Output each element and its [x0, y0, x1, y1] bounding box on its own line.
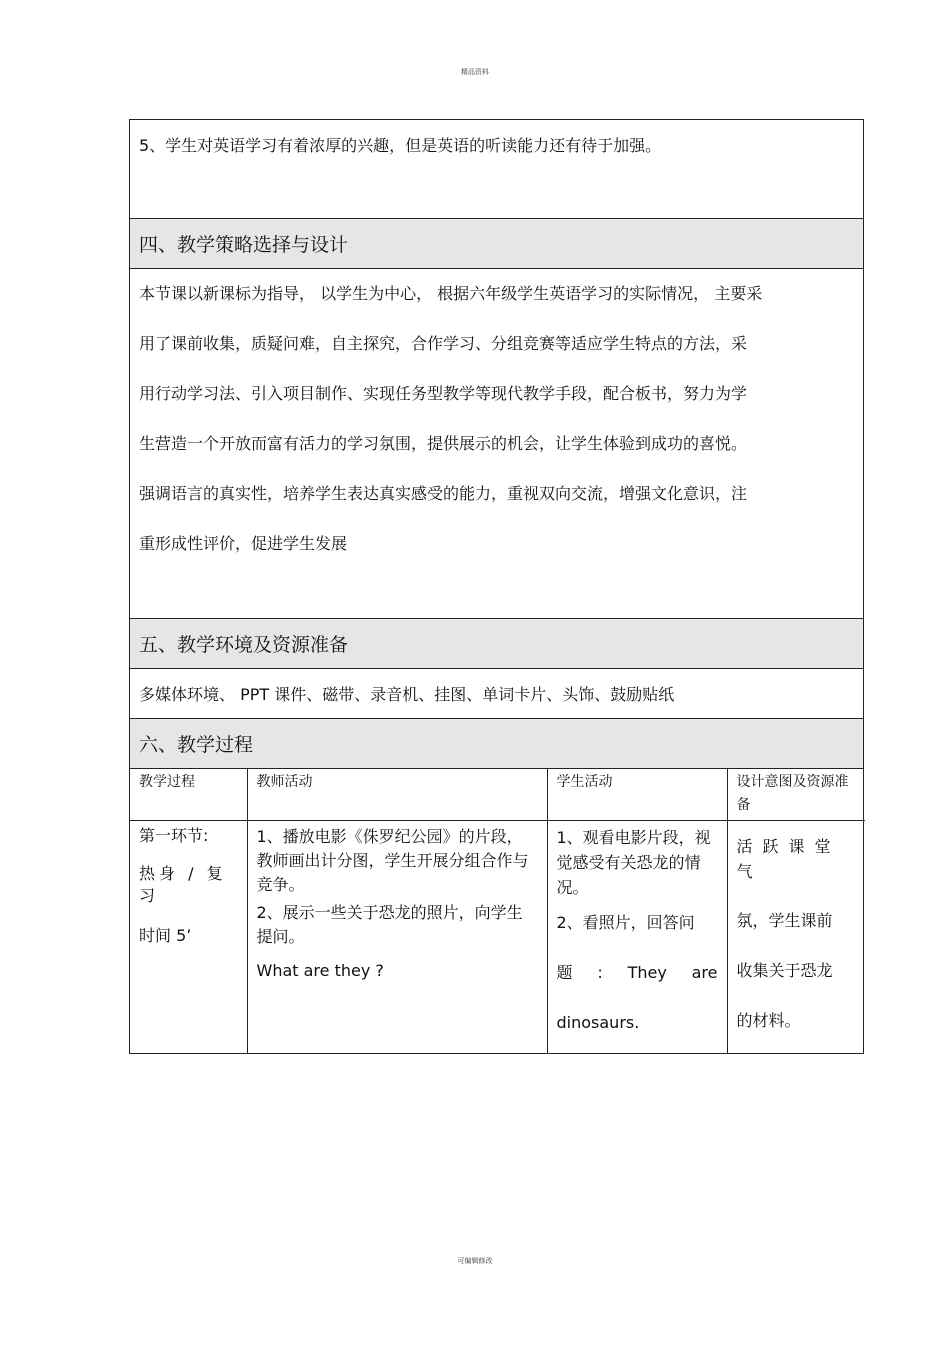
header-teacher-activity: 教师活动 — [247, 769, 547, 820]
process-table-wrapper — [130, 769, 863, 1053]
section-5-title: 五、教学环境及资源准备 — [130, 619, 863, 669]
stage-name: 第一环节: — [139, 825, 209, 845]
student-answer-word: are — [691, 962, 718, 982]
student-step-1: 1、观看电影片段，视觉感受有关恐龙的情况。 — [556, 827, 711, 897]
design-line: 的材料。 — [736, 1010, 801, 1030]
learner-analysis-item-5: 5、学生对英语学习有着浓厚的兴趣，但是英语的听读能力还有待于加强。 — [130, 120, 863, 219]
teacher-step-1: 1、播放电影《侏罗纪公园》的片段，教师画出计分图，学生开展分组合作与竞争。 — [256, 826, 529, 894]
strategy-line: 用了课前收集，质疑问难，自主探究，合作学习、分组竞赛等适应学生特点的方法，采 — [139, 334, 748, 353]
header-stage: 教学过程 — [130, 769, 247, 820]
stage-type: 热身 / 复习 — [139, 863, 227, 905]
section-5-content: 多媒体环境、 PPT 课件、磁带、录音机、挂图、单词卡片、头饰、鼓励贴纸 — [130, 669, 863, 719]
section-4-content — [130, 269, 863, 619]
student-activity-cell — [547, 820, 727, 1053]
design-intent-cell — [727, 820, 865, 1053]
stage-time: 时间 5’ — [139, 925, 192, 945]
strategy-line: 本节课以新课标为指导， 以学生为中心， 根据六年级学生英语学习的实际情况， 主要采 — [139, 284, 763, 303]
process-table-header — [130, 769, 865, 820]
design-line: 氛，学生课前 — [736, 910, 833, 930]
section-4-title: 四、教学策略选择与设计 — [130, 219, 863, 269]
strategy-line: 用行动学习法、引入项目制作、实现任务型教学等现代教学手段，配合板书，努力为学 — [139, 384, 748, 403]
page-footer: 可编辑修改 — [457, 1257, 493, 1265]
header-design-intent: 设计意图及资源准备 — [727, 769, 865, 820]
design-line: 活跃课堂气 — [736, 836, 841, 881]
strategy-line: 强调语言的真实性，培养学生表达真实感受的能力，重视双向交流，增强文化意识，注 — [139, 484, 748, 503]
table-row — [130, 820, 865, 1053]
student-answer-word: They — [627, 962, 667, 982]
section-6-title: 六、教学过程 — [130, 719, 863, 769]
student-answer-end: dinosaurs. — [556, 1012, 640, 1032]
lesson-plan-table — [129, 119, 864, 1054]
strategy-line: 生营造一个开放而富有活力的学习氛围，提供展示的机会，让学生体验到成功的喜悦。 — [139, 434, 748, 453]
student-step-2: 2、看照片，回答问 — [556, 912, 695, 932]
teacher-step-2: 2、展示一些关于恐龙的照片，向学生提问。 — [256, 902, 523, 946]
student-answer-word: : — [597, 962, 603, 982]
student-answer-line — [557, 960, 718, 985]
teacher-question: What are they ? — [256, 960, 384, 980]
teacher-activity-cell — [247, 820, 547, 1053]
header-student-activity: 学生活动 — [547, 769, 727, 820]
process-table — [130, 769, 865, 1053]
student-answer-word: 题 — [556, 962, 573, 982]
strategy-line: 重形成性评价，促进学生发展 — [139, 534, 348, 553]
stage-cell — [130, 820, 247, 1053]
page-header: 精品资料 — [461, 68, 489, 76]
design-line: 收集关于恐龙 — [736, 960, 833, 980]
